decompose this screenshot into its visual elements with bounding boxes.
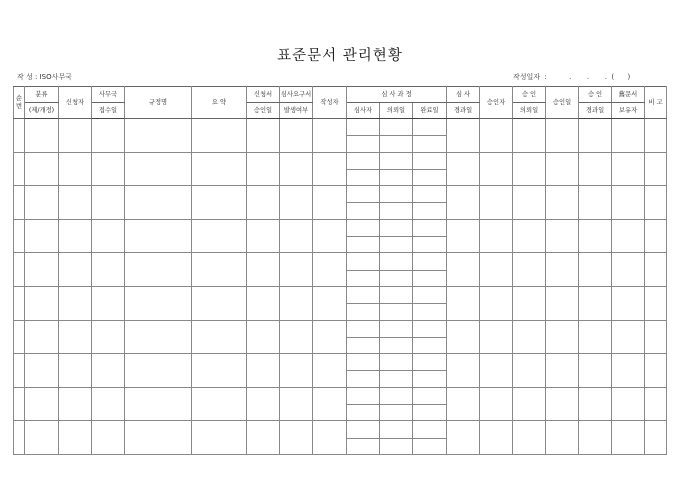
table-row [14, 253, 667, 287]
table-cell [59, 421, 92, 455]
table-cell [513, 286, 546, 320]
table-cell [447, 219, 480, 253]
review-subrow-bottom [347, 271, 379, 286]
table-cell [14, 119, 25, 153]
header-approval-date: 승인일 [546, 87, 579, 119]
review-process-cell [380, 354, 413, 388]
review-subrow-top [347, 421, 379, 438]
table-cell [579, 320, 612, 354]
table-cell [125, 421, 192, 455]
table-cell [59, 186, 92, 220]
table-cell [579, 354, 612, 388]
table-cell [25, 286, 59, 320]
table-cell [280, 186, 313, 220]
table-cell [546, 186, 579, 220]
table-cell [280, 354, 313, 388]
review-subrow-top [413, 220, 446, 237]
table-cell [25, 354, 59, 388]
table-cell [645, 152, 667, 186]
date-label: 작성일자 : . . . ( ) [513, 73, 631, 81]
table-cell [247, 119, 280, 153]
table-cell [92, 387, 125, 421]
review-subrow-top [380, 186, 412, 203]
table-cell [480, 152, 513, 186]
header-approver: 승인자 [480, 87, 513, 119]
review-subrow-top [347, 287, 379, 304]
review-subrow-bottom [413, 371, 446, 386]
table-cell [125, 387, 192, 421]
table-cell [513, 152, 546, 186]
review-process-cell [347, 253, 380, 287]
header-received-date: 접수일 [92, 103, 125, 119]
table-row [14, 152, 667, 186]
table-cell [313, 421, 347, 455]
table-cell [14, 286, 25, 320]
table-cell [125, 219, 192, 253]
review-process-cell [380, 119, 413, 153]
table-cell [14, 421, 25, 455]
table-cell [447, 421, 480, 455]
table-cell [447, 152, 480, 186]
header-category: 분류 [25, 87, 59, 103]
table-cell [247, 253, 280, 287]
review-subrow-bottom [413, 237, 446, 252]
review-process-cell [413, 253, 447, 287]
review-subrow-bottom [380, 439, 412, 454]
table-cell [313, 354, 347, 388]
table-cell [192, 119, 247, 153]
table-cell [59, 387, 92, 421]
table-cell [546, 152, 579, 186]
table-cell [645, 320, 667, 354]
table-cell [612, 219, 645, 253]
header-old-doc: 舊문서 [612, 87, 645, 103]
table-cell [14, 186, 25, 220]
table-cell [25, 387, 59, 421]
table-cell [92, 421, 125, 455]
review-subrow-top [380, 321, 412, 338]
review-process-cell [347, 354, 380, 388]
table-cell [513, 186, 546, 220]
review-subrow-bottom [380, 405, 412, 420]
table-cell [192, 186, 247, 220]
table-row [14, 186, 667, 220]
table-cell [645, 387, 667, 421]
table-cell [192, 219, 247, 253]
document-status-table [13, 86, 667, 455]
review-subrow-top [347, 220, 379, 237]
table-cell [480, 320, 513, 354]
table-cell [14, 387, 25, 421]
table-cell [313, 119, 347, 153]
table-cell [313, 253, 347, 287]
table-cell [612, 320, 645, 354]
review-subrow-top [413, 421, 446, 438]
table-cell [612, 152, 645, 186]
table-cell [313, 186, 347, 220]
table-cell [25, 119, 59, 153]
header-reviewer: 심사자 [347, 103, 380, 119]
table-cell [579, 387, 612, 421]
table-cell [280, 320, 313, 354]
table-cell [480, 119, 513, 153]
table-cell [480, 354, 513, 388]
table-cell [192, 354, 247, 388]
review-subrow-top [413, 321, 446, 338]
table-cell [280, 387, 313, 421]
table-cell [280, 119, 313, 153]
table-cell [125, 253, 192, 287]
table-cell [59, 253, 92, 287]
review-subrow-top [413, 253, 446, 270]
review-process-cell [347, 320, 380, 354]
review-process-cell [347, 387, 380, 421]
header-summary: 요 약 [192, 87, 247, 119]
review-process-cell [380, 320, 413, 354]
table-cell [513, 253, 546, 287]
table-cell [280, 286, 313, 320]
header-approval-date-1: 승인일 [247, 103, 280, 119]
review-process-cell [347, 152, 380, 186]
review-subrow-bottom [347, 405, 379, 420]
table-cell [192, 286, 247, 320]
review-subrow-bottom [347, 136, 379, 151]
table-cell [579, 186, 612, 220]
review-process-cell [347, 186, 380, 220]
review-process-cell [413, 421, 447, 455]
table-cell [447, 320, 480, 354]
table-cell [313, 286, 347, 320]
table-cell [480, 286, 513, 320]
table-cell [192, 253, 247, 287]
table-cell [447, 119, 480, 153]
review-subrow-bottom [413, 170, 446, 185]
table-cell [645, 186, 667, 220]
review-process-cell [413, 387, 447, 421]
table-cell [92, 354, 125, 388]
review-subrow-bottom [380, 338, 412, 353]
review-process-cell [413, 286, 447, 320]
table-cell [447, 387, 480, 421]
review-subrow-bottom [413, 405, 446, 420]
review-subrow-bottom [413, 203, 446, 218]
header-remarks: 비 고 [645, 87, 667, 119]
table-cell [645, 286, 667, 320]
table-cell [25, 152, 59, 186]
table-cell [546, 119, 579, 153]
review-subrow-bottom [347, 338, 379, 353]
header-secretariat: 사무국 [92, 87, 125, 103]
header-approval-request-date: 의뢰일 [513, 103, 546, 119]
review-subrow-top [380, 421, 412, 438]
table-cell [192, 152, 247, 186]
table-cell [546, 286, 579, 320]
table-cell [92, 286, 125, 320]
table-cell [612, 387, 645, 421]
table-cell [546, 253, 579, 287]
table-cell [14, 320, 25, 354]
table-cell [447, 354, 480, 388]
table-cell [14, 354, 25, 388]
table-cell [480, 219, 513, 253]
table-cell [313, 387, 347, 421]
table-cell [313, 152, 347, 186]
review-subrow-bottom [380, 304, 412, 319]
table-cell [25, 253, 59, 287]
table-cell [125, 186, 192, 220]
review-process-cell [380, 219, 413, 253]
header-approval2: 승 인 [579, 87, 612, 103]
review-subrow-top [380, 153, 412, 170]
table-cell [645, 421, 667, 455]
table-cell [447, 186, 480, 220]
review-process-cell [413, 186, 447, 220]
header-seq: 순번 [14, 87, 25, 119]
review-subrow-bottom [380, 203, 412, 218]
review-subrow-bottom [347, 203, 379, 218]
review-subrow-top [380, 220, 412, 237]
table-cell [513, 354, 546, 388]
table-cell [247, 421, 280, 455]
table-cell [125, 354, 192, 388]
review-subrow-bottom [413, 271, 446, 286]
table-row [14, 387, 667, 421]
table-cell [612, 253, 645, 287]
table-cell [92, 253, 125, 287]
table-cell [513, 219, 546, 253]
table-cell [125, 119, 192, 153]
table-cell [192, 387, 247, 421]
table-cell [247, 320, 280, 354]
header-complete-date: 완료일 [413, 103, 447, 119]
review-subrow-top [347, 321, 379, 338]
review-subrow-top [347, 354, 379, 371]
table-cell [59, 354, 92, 388]
table-cell [579, 119, 612, 153]
table-cell [247, 354, 280, 388]
review-subrow-top [380, 354, 412, 371]
table-cell [546, 219, 579, 253]
review-subrow-bottom [347, 371, 379, 386]
review-process-cell [380, 253, 413, 287]
header-elapsed-days2: 경과일 [579, 103, 612, 119]
table-cell [25, 421, 59, 455]
page-title: 표준문서 관리현황 [277, 48, 403, 64]
review-subrow-top [413, 153, 446, 170]
table-cell [546, 354, 579, 388]
review-process-cell [413, 320, 447, 354]
table-cell [59, 219, 92, 253]
table-cell [25, 186, 59, 220]
table-cell [92, 119, 125, 153]
review-subrow-bottom [413, 439, 446, 454]
table-cell [612, 421, 645, 455]
table-cell [14, 152, 25, 186]
table-cell [447, 253, 480, 287]
table-cell [247, 186, 280, 220]
header-regulation-name: 규정명 [125, 87, 192, 119]
table-cell [59, 152, 92, 186]
table-cell [92, 219, 125, 253]
review-process-cell [347, 421, 380, 455]
table-cell [480, 186, 513, 220]
table-cell [280, 152, 313, 186]
review-subrow-top [347, 119, 379, 136]
review-process-cell [380, 286, 413, 320]
table-cell [59, 320, 92, 354]
table-cell [92, 186, 125, 220]
table-cell [14, 253, 25, 287]
header-review-request: 심사요구서 [280, 87, 313, 103]
review-process-cell [380, 186, 413, 220]
header-applicant: 신청자 [59, 87, 92, 119]
table-cell [612, 186, 645, 220]
table-cell [480, 387, 513, 421]
table-cell [192, 320, 247, 354]
table-cell [59, 286, 92, 320]
table-cell [25, 320, 59, 354]
table-cell [192, 421, 247, 455]
review-process-cell [347, 219, 380, 253]
table-cell [92, 152, 125, 186]
header-issued: 발생여부 [280, 103, 313, 119]
table-cell [513, 119, 546, 153]
table-row [14, 119, 667, 153]
table-cell [546, 421, 579, 455]
table-cell [280, 421, 313, 455]
review-process-cell [347, 286, 380, 320]
review-subrow-top [413, 119, 446, 136]
table-row [14, 286, 667, 320]
table-cell [25, 219, 59, 253]
table-cell [579, 253, 612, 287]
review-process-cell [347, 119, 380, 153]
table-cell [247, 286, 280, 320]
review-subrow-bottom [380, 170, 412, 185]
header-review: 심 사 [447, 87, 480, 103]
header-category-sub: (제/개정) [25, 103, 59, 119]
table-cell [645, 119, 667, 153]
table-cell [513, 320, 546, 354]
table-cell [612, 119, 645, 153]
table-cell [645, 219, 667, 253]
table-cell [59, 119, 92, 153]
header-approval: 승 인 [513, 87, 546, 103]
table-row [14, 219, 667, 253]
review-subrow-bottom [413, 304, 446, 319]
table-cell [247, 219, 280, 253]
table-cell [546, 387, 579, 421]
table-cell [513, 421, 546, 455]
review-subrow-bottom [347, 304, 379, 319]
review-subrow-top [413, 186, 446, 203]
table-row [14, 320, 667, 354]
header-request-doc: 신청서 [247, 87, 280, 103]
review-subrow-bottom [347, 439, 379, 454]
table-cell [125, 152, 192, 186]
table-cell [247, 387, 280, 421]
table-cell [280, 219, 313, 253]
table-cell [92, 320, 125, 354]
header-holder: 보유자 [612, 103, 645, 119]
table-cell [546, 320, 579, 354]
review-process-cell [380, 152, 413, 186]
review-subrow-top [347, 186, 379, 203]
table-cell [313, 320, 347, 354]
review-subrow-top [380, 388, 412, 405]
table-cell [645, 253, 667, 287]
table-cell [612, 354, 645, 388]
review-subrow-top [347, 388, 379, 405]
review-subrow-top [347, 253, 379, 270]
table-cell [247, 152, 280, 186]
review-subrow-top [413, 354, 446, 371]
table-cell [447, 286, 480, 320]
review-process-cell [413, 219, 447, 253]
review-subrow-bottom [347, 170, 379, 185]
review-subrow-top [380, 287, 412, 304]
review-subrow-top [347, 153, 379, 170]
table-cell [14, 219, 25, 253]
header-request-date: 의뢰일 [380, 103, 413, 119]
review-subrow-top [413, 287, 446, 304]
author-label: 작 성 : ISO사무국 [17, 73, 72, 81]
header-drafter: 작성자 [313, 87, 347, 119]
table-cell [480, 253, 513, 287]
table-cell [645, 354, 667, 388]
review-subrow-top [380, 253, 412, 270]
review-subrow-bottom [380, 237, 412, 252]
review-subrow-bottom [380, 371, 412, 386]
review-process-cell [413, 354, 447, 388]
table-cell [280, 253, 313, 287]
table-cell [480, 421, 513, 455]
review-subrow-bottom [413, 136, 446, 151]
table-row [14, 421, 667, 455]
table-cell [579, 421, 612, 455]
review-subrow-bottom [380, 271, 412, 286]
review-subrow-bottom [347, 237, 379, 252]
table-cell [612, 286, 645, 320]
table-cell [125, 286, 192, 320]
header-elapsed-days: 경과일 [447, 103, 480, 119]
table-cell [513, 387, 546, 421]
review-process-cell [413, 152, 447, 186]
review-subrow-top [413, 388, 446, 405]
review-subrow-bottom [380, 136, 412, 151]
review-process-cell [413, 119, 447, 153]
header-review-process: 심 사 과 정 [347, 87, 447, 103]
review-process-cell [380, 387, 413, 421]
table-cell [579, 219, 612, 253]
review-subrow-top [380, 119, 412, 136]
review-subrow-bottom [413, 338, 446, 353]
table-cell [313, 219, 347, 253]
table-cell [125, 320, 192, 354]
table-cell [579, 286, 612, 320]
review-process-cell [380, 421, 413, 455]
table-row [14, 354, 667, 388]
table-cell [579, 152, 612, 186]
